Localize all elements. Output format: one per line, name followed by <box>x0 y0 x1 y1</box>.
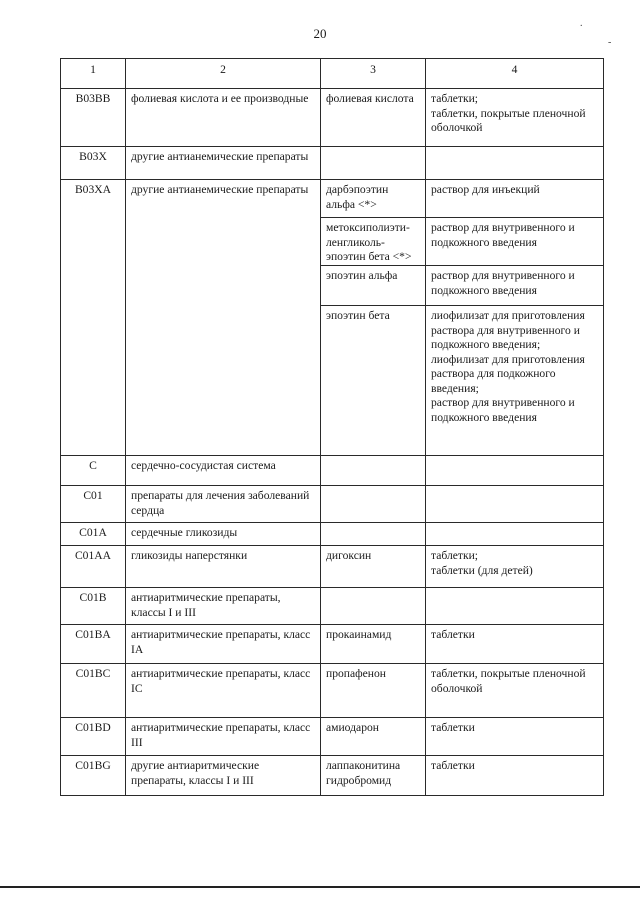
dosage-form-cell <box>426 180 604 456</box>
group-cell: антиаритмические препараты, класс IC <box>126 664 321 718</box>
drug-name-cell: прокаинамид <box>321 625 426 664</box>
table-row <box>61 486 604 523</box>
group-cell: другие антианемические препараты <box>126 147 321 180</box>
atc-code-cell: C01B <box>61 588 126 625</box>
group-cell: сердечные гликозиды <box>126 523 321 546</box>
table-header-row <box>61 59 604 89</box>
drug-name-cell <box>321 588 426 625</box>
dosage-form: лиофилизат для приготовления раствора для внутривенного и подкожного введения; лиофилизат для приготовления раствора для подкожного введения; раствор для внутривенного и подкожного введения <box>431 309 585 424</box>
atc-code-cell: B03X <box>61 147 126 180</box>
table-row <box>61 664 604 718</box>
dosage-form-cell: таблетки; таблетки, покрытые пленочной оболочкой <box>426 89 604 147</box>
group-cell: сердечно-сосудистая система <box>126 456 321 486</box>
atc-code-cell: C01BG <box>61 756 126 796</box>
dosage-form-cell: таблетки <box>426 625 604 664</box>
header-cell: 4 <box>426 59 604 89</box>
header-cell: 1 <box>61 59 126 89</box>
page-number: 20 <box>313 26 327 41</box>
drug-name-cell: амиодарон <box>321 718 426 756</box>
drug-name-cell: лаппаконитина гидробромид <box>321 756 426 796</box>
page-bottom-rule <box>0 886 640 888</box>
table-row <box>61 756 604 796</box>
dosage-form-cell <box>426 147 604 180</box>
table-row <box>61 546 604 588</box>
table-row <box>61 588 604 625</box>
dosage-form-cell <box>426 523 604 546</box>
group-cell: антиаритмические препараты, классы I и III <box>126 588 321 625</box>
group-cell: антиаритмические препараты, класс III <box>126 718 321 756</box>
group-cell: другие антиаритмические препараты, классы I и III <box>126 756 321 796</box>
table-row <box>61 456 604 486</box>
drug-name-cell <box>321 456 426 486</box>
atc-code-cell: C01 <box>61 486 126 523</box>
dosage-form-cell <box>426 456 604 486</box>
group-cell: гликозиды наперстянки <box>126 546 321 588</box>
group-cell: препараты для лечения заболеваний сердца <box>126 486 321 523</box>
atc-code-cell: C01A <box>61 523 126 546</box>
atc-code-cell: C01BD <box>61 718 126 756</box>
drug-name-cell <box>321 180 426 456</box>
atc-code-cell: C <box>61 456 126 486</box>
drug-name: метоксиполиэти-ленгликоль-эпоэтин бета <*> <box>321 218 425 266</box>
drug-name-cell: пропафенон <box>321 664 426 718</box>
group-cell: антиаритмические препараты, класс IA <box>126 625 321 664</box>
table-row <box>61 718 604 756</box>
dosage-form-cell <box>426 486 604 523</box>
drug-name-cell <box>321 523 426 546</box>
drug-table <box>60 58 604 796</box>
atc-code-cell: C01BC <box>61 664 126 718</box>
table-row <box>61 625 604 664</box>
table-row <box>61 180 604 456</box>
dosage-form-cell: таблетки <box>426 718 604 756</box>
dosage-form-cell: таблетки; таблетки (для детей) <box>426 546 604 588</box>
drug-name-cell: дигоксин <box>321 546 426 588</box>
table-row <box>61 523 604 546</box>
scan-mark: - <box>608 37 612 48</box>
dosage-form-cell: таблетки <box>426 756 604 796</box>
drug-name: дарбэпоэтин альфа <*> <box>321 180 425 218</box>
atc-code-cell: C01AA <box>61 546 126 588</box>
table-row <box>61 147 604 180</box>
atc-code-cell: B03BB <box>61 89 126 147</box>
dosage-form-cell <box>426 588 604 625</box>
drug-name-cell: фолиевая кислота <box>321 89 426 147</box>
drug-name-cell <box>321 147 426 180</box>
group-cell: другие антианемические препараты <box>126 180 321 456</box>
scan-mark: . <box>580 18 583 29</box>
dosage-form: раствор для инъекций <box>426 180 603 218</box>
drug-name: эпоэтин бета <box>326 309 390 322</box>
drug-name-cell <box>321 486 426 523</box>
header-cell: 2 <box>126 59 321 89</box>
dosage-form: раствор для внутривенного и подкожного введения <box>426 266 603 306</box>
group-cell: фолиевая кислота и ее производные <box>126 89 321 147</box>
atc-code-cell: B03XA <box>61 180 126 456</box>
header-cell: 3 <box>321 59 426 89</box>
table-row <box>61 89 604 147</box>
dosage-form: раствор для внутривенного и подкожного введения <box>426 218 603 266</box>
atc-code-cell: C01BA <box>61 625 126 664</box>
drug-name: эпоэтин альфа <box>321 266 425 306</box>
dosage-form-cell: таблетки, покрытые пленочной оболочкой <box>426 664 604 718</box>
